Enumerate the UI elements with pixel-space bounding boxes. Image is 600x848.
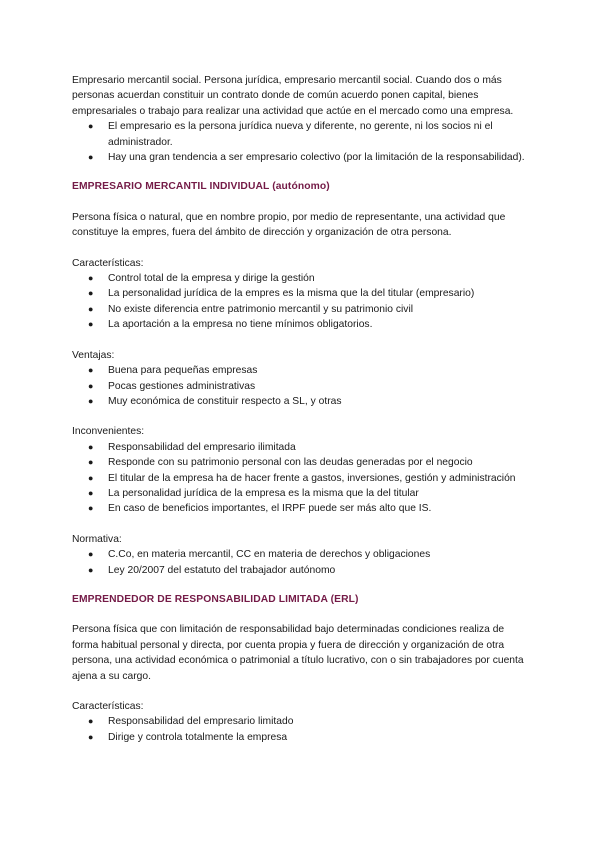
bullet-icon: ●: [88, 121, 94, 132]
bullet-icon: ●: [88, 365, 94, 376]
document-content: [72, 73, 532, 745]
inconvenientes-label: Inconvenientes:: [72, 426, 145, 438]
individual-definition: Persona física o natural, que en nombre propio, por medio de representante, una actividad que constituye la empres, fuera del ámbito de dirección y organización de otra persona.: [72, 211, 506, 239]
caracteristicas-label: Características:: [72, 257, 144, 269]
erl-caracteristicas-list: [72, 714, 532, 745]
list-item: [72, 394, 532, 409]
bullet-icon: ●: [88, 288, 94, 299]
list-item: [72, 363, 532, 378]
bullet-icon: ●: [88, 380, 94, 391]
section-heading-erl: EMPRENDEDOR DE RESPONSABILIDAD LIMITADA (ERL): [72, 593, 359, 605]
list-item: [72, 150, 532, 165]
normativa-label: Normativa:: [72, 533, 122, 545]
list-item: [72, 471, 532, 486]
list-item: [72, 730, 532, 745]
list-item: [72, 547, 532, 562]
list-item: [72, 317, 532, 332]
list-item: [72, 119, 532, 150]
bullet-icon: ●: [88, 303, 94, 314]
bullet-icon: ●: [88, 487, 94, 498]
list-item: [72, 440, 532, 455]
bullet-icon: ●: [88, 273, 94, 284]
list-item-text: El titular de la empresa ha de hacer frente a gastos, inversiones, gestión y administración: [108, 472, 516, 484]
list-item-text: La personalidad jurídica de la empres es la misma que la del titular (empresario): [108, 288, 475, 300]
bullet-icon: ●: [88, 441, 94, 452]
list-item: [72, 563, 532, 578]
bullet-icon: ●: [88, 395, 94, 406]
list-item: [72, 714, 532, 729]
list-item-text: Buena para pequeñas empresas: [108, 365, 258, 377]
list-item-text: C.Co, en materia mercantil, CC en materia de derechos y obligaciones: [108, 549, 431, 561]
list-item-text: El empresario es la persona jurídica nueva y diferente, no gerente, ni los socios ni el administrador.: [108, 121, 493, 148]
list-item-text: Responsabilidad del empresario ilimitada: [108, 441, 296, 453]
normativa-list: [72, 547, 532, 578]
list-item-text: Pocas gestiones administrativas: [108, 380, 256, 392]
list-item-text: Dirige y controla totalmente la empresa: [108, 731, 288, 743]
list-item: [72, 286, 532, 301]
list-item-text: Ley 20/2007 del estatuto del trabajador autónomo: [108, 564, 336, 576]
list-item-text: La personalidad jurídica de la empresa es la misma que la del titular: [108, 487, 419, 499]
list-item-text: No existe diferencia entre patrimonio mercantil y su patrimonio civil: [108, 303, 414, 315]
list-item: [72, 271, 532, 286]
list-item: [72, 501, 532, 516]
list-item-text: Responde con su patrimonio personal con las deudas generadas por el negocio: [108, 457, 473, 469]
ventajas-label: Ventajas:: [72, 349, 115, 361]
bullet-icon: ●: [88, 549, 94, 560]
bullet-icon: ●: [88, 716, 94, 727]
bullet-icon: ●: [88, 564, 94, 575]
caracteristicas-list: [72, 271, 532, 333]
list-item: [72, 379, 532, 394]
list-item-text: En caso de beneficios importantes, el IRPF puede ser más alto que IS.: [108, 503, 432, 515]
list-item: [72, 302, 532, 317]
erl-caracteristicas-label: Características:: [72, 701, 144, 712]
list-item: [72, 455, 532, 470]
ventajas-list: [72, 363, 532, 409]
intro-bullet-list: [72, 119, 532, 165]
list-item-text: Muy económica de constituir respecto a SL, y otras: [108, 395, 342, 407]
section-heading-individual: EMPRESARIO MERCANTIL INDIVIDUAL (autónomo): [72, 181, 330, 193]
bullet-icon: ●: [88, 472, 94, 483]
list-item-text: Control total de la empresa y dirige la gestión: [108, 273, 315, 285]
bullet-icon: ●: [88, 503, 94, 514]
bullet-icon: ●: [88, 731, 94, 742]
list-item-text: Hay una gran tendencia a ser empresario colectivo (por la limitación de la responsabilidad).: [108, 152, 525, 164]
bullet-icon: ●: [88, 152, 94, 163]
list-item-text: Responsabilidad del empresario limitado: [108, 716, 294, 728]
list-item-text: La aportación a la empresa no tiene mínimos obligatorios.: [108, 319, 373, 331]
intro-paragraph: Empresario mercantil social. Persona jurídica, empresario mercantil social. Cuando dos o más personas acuerdan constituir un contrato donde de común acuerdo ponen capital, bienes empresariales o trabajo para realizar una actividad que actúe en el mercado como una empresa.: [72, 75, 514, 117]
erl-definition: Persona física que con limitación de responsabilidad bajo determinadas condiciones realiza de forma habitual personal y directa, por cuenta propia y fuera de dirección y organización de otra persona, una actividad económica o patrimonial a título lucrativo, con o sin trabajadores por cuenta ajena a su cargo.: [72, 624, 524, 682]
list-item: [72, 486, 532, 501]
bullet-icon: ●: [88, 457, 94, 468]
inconvenientes-list: [72, 440, 532, 517]
bullet-icon: ●: [88, 319, 94, 330]
